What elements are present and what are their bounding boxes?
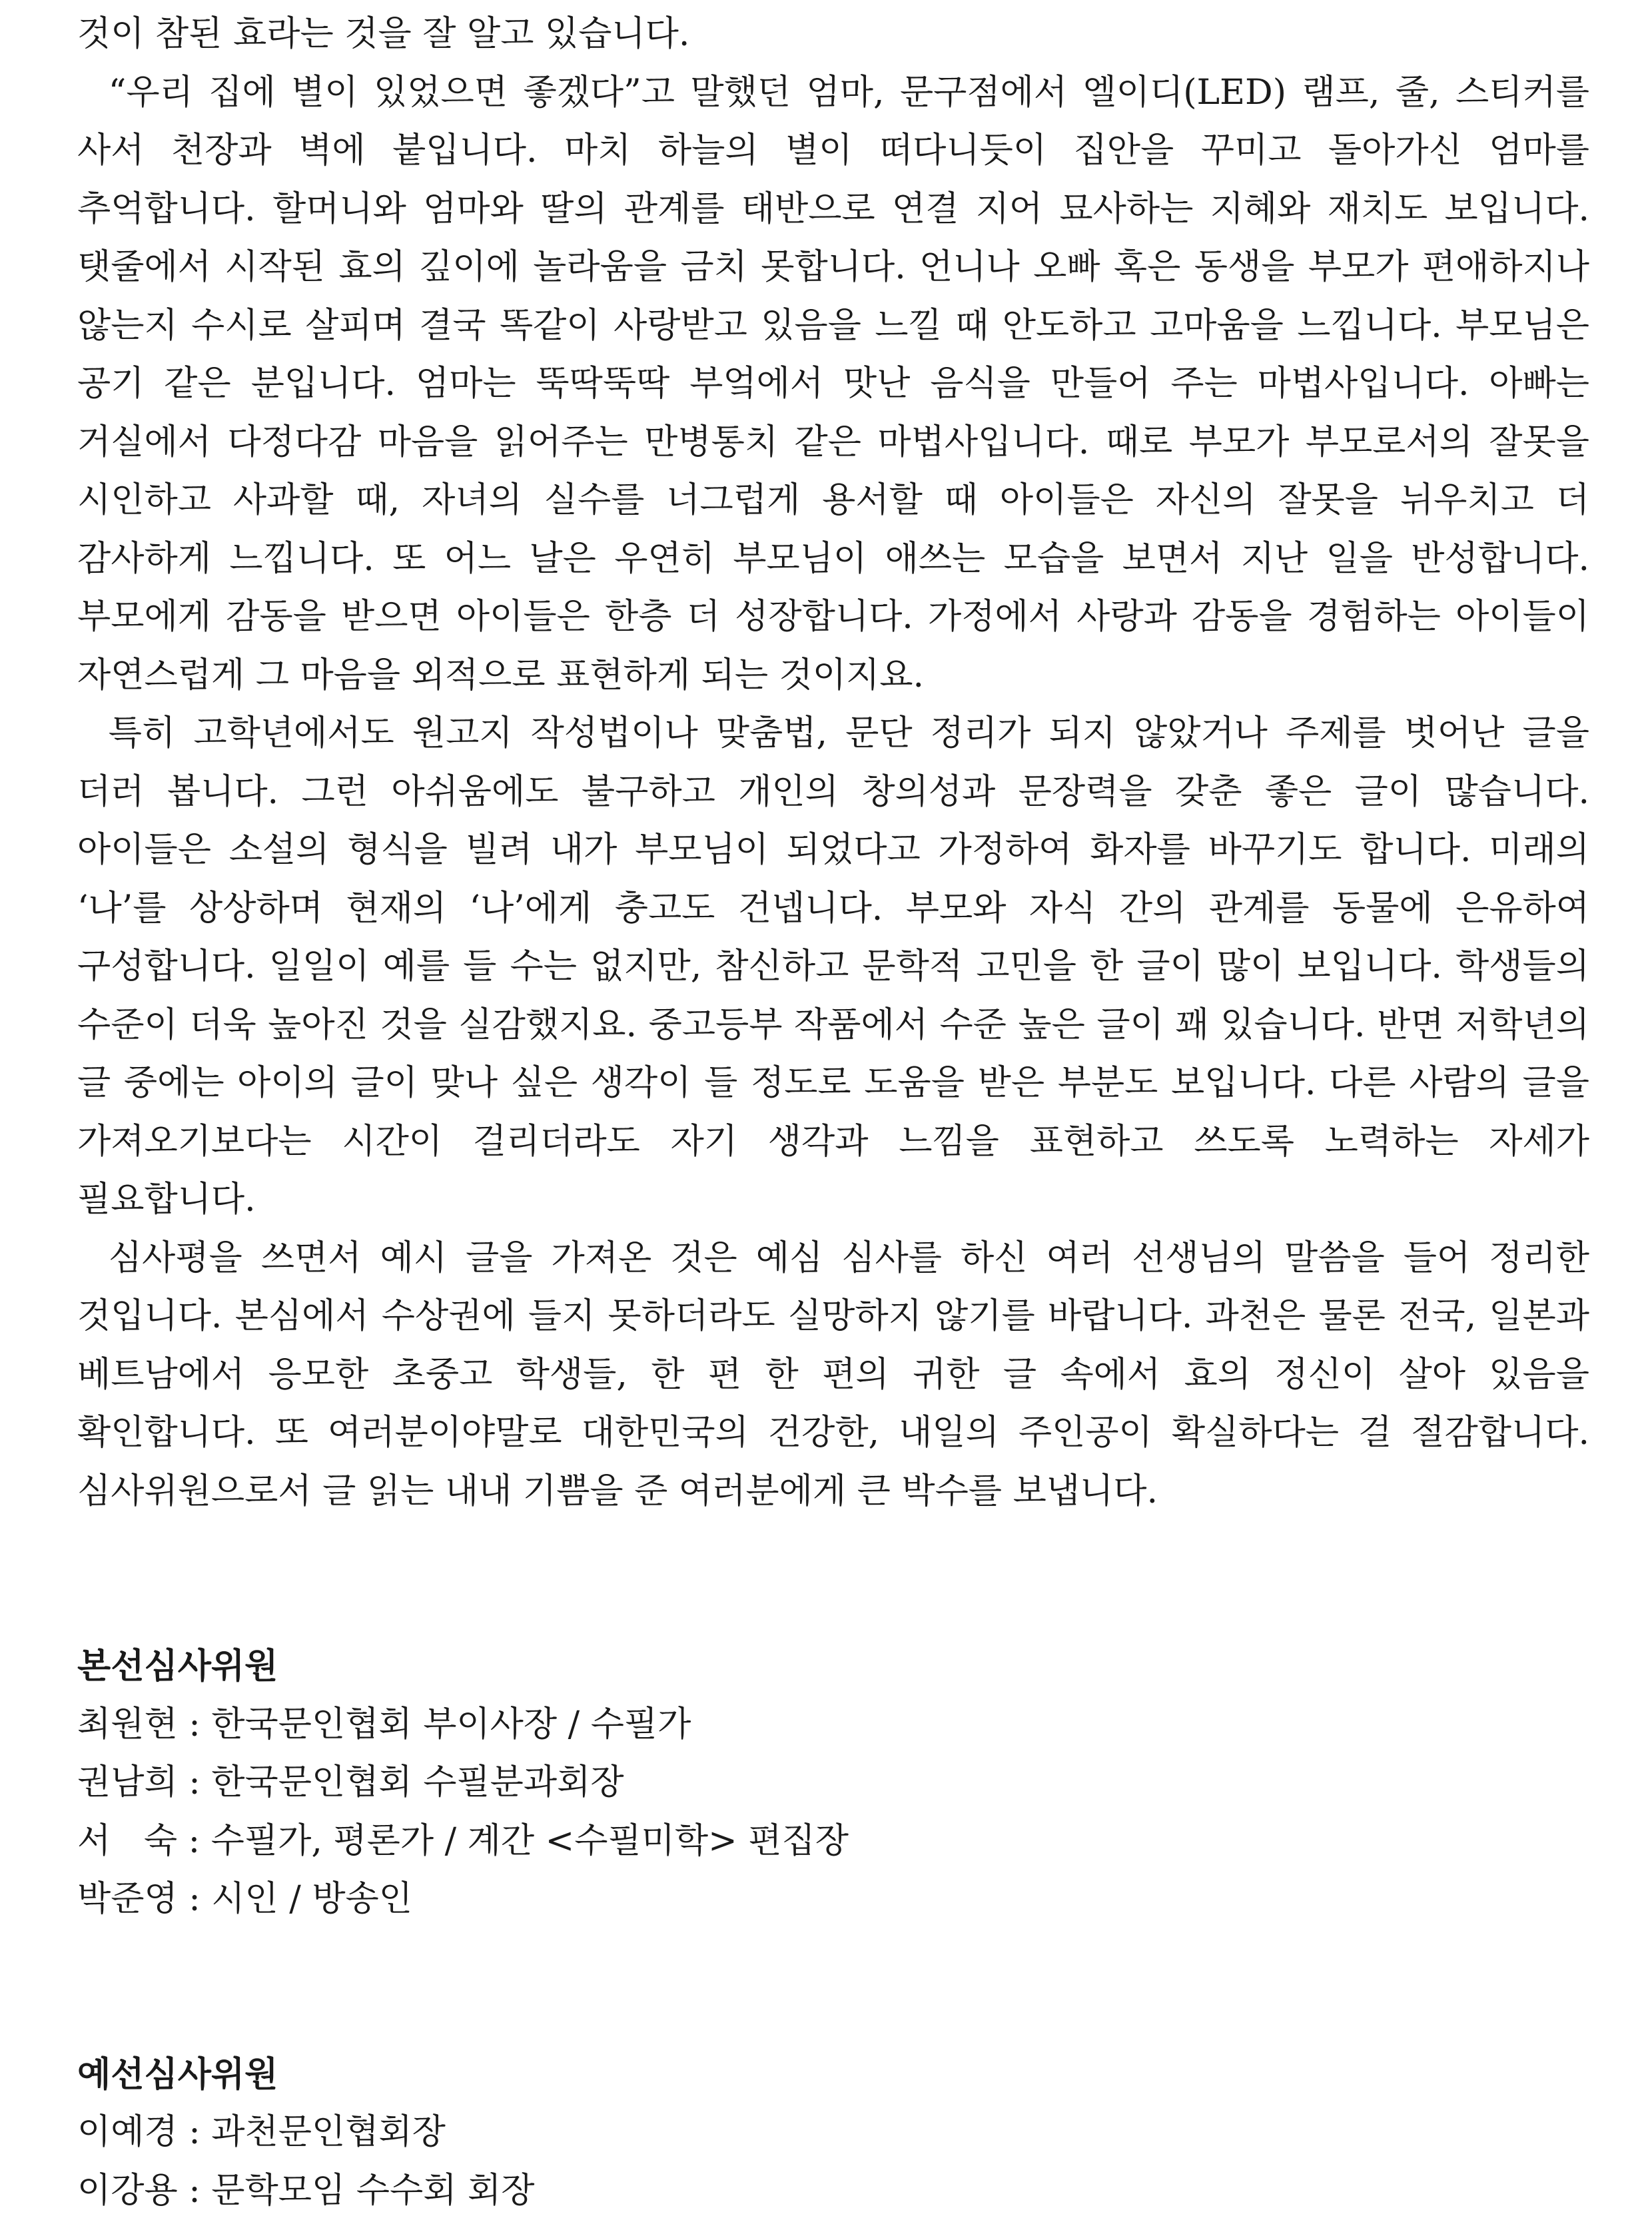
section-spacer — [77, 1521, 1589, 1637]
final-judge-4: 박준영 : 시인 / 방송인 — [77, 1870, 1589, 1929]
final-judge-1: 최원현 : 한국문인협회 부이사장 / 수필가 — [77, 1696, 1589, 1754]
paragraph-4: 심사평을 쓰면서 예시 글을 가져온 것은 예심 심사를 하신 여러 선생님의 말씀을 들어 정리한 것입니다. 본심에서 수상권에 들지 못하더라도 실망하지 않기를 바랍니다. 과천은 물론 전국, 일본과 베트남에서 응모한 초중고 학생들, 한 편 한 편의 귀한 글 속에서 효의 정신이 살아 있음을 확인합니다. 또 여러분이야말로 대한민국의 건강한, 내일의 주인공이 확실하다는 걸 절감합니다. 심사위원으로서 글 읽는 내내 기쁨을 준 여러분에게 큰 박수를 보냅니다. — [77, 1230, 1589, 1521]
preliminary-judges-section — [77, 2045, 1589, 2220]
preliminary-judges-title: 예선심사위원 — [77, 2045, 1589, 2104]
section-spacer — [77, 1929, 1589, 2045]
paragraph-2: “우리 집에 별이 있었으면 좋겠다”고 말했던 엄마, 문구점에서 엘이디(LED) 램프, 줄, 스티커를 사서 천장과 벽에 붙입니다. 마치 하늘의 별이 떠다니듯이 집안을 꾸미고 돌아가신 엄마를 추억합니다. 할머니와 엄마와 딸의 관계를 태반으로 연결 지어 묘사하는 지혜와 재치도 보입니다. 탯줄에서 시작된 효의 깊이에 놀라움을 금치 못합니다. 언니나 오빠 혹은 동생을 부모가 편애하지나 않는지 수시로 살피며 결국 똑같이 사랑받고 있음을 느낄 때 안도하고 고마움을 느낍니다. 부모님은 공기 같은 분입니다. 엄마는 뚝딱뚝딱 부엌에서 맛난 음식을 만들어 주는 마법사입니다. 아빠는 거실에서 다정다감 마음을 읽어주는 만병통치 같은 마법사입니다. 때로 부모가 부모로서의 잘못을 시인하고 사과할 때, 자녀의 실수를 너그럽게 용서할 때 아이들은 자신의 잘못을 뉘우치고 더 감사하게 느낍니다. 또 어느 날은 우연히 부모님이 애쓰는 모습을 보면서 지난 일을 반성합니다. 부모에게 감동을 받으면 아이들은 한층 더 성장합니다. 가정에서 사랑과 감동을 경험하는 아이들이 자연스럽게 그 마음을 외적으로 표현하게 되는 것이지요. — [77, 64, 1589, 705]
paragraph-1: 것이 참된 효라는 것을 잘 알고 있습니다. — [77, 5, 1589, 64]
final-judges-title: 본선심사위원 — [77, 1637, 1589, 1696]
paragraph-3: 특히 고학년에서도 원고지 작성법이나 맞춤법, 문단 정리가 되지 않았거나 주제를 벗어난 글을 더러 봅니다. 그런 아쉬움에도 불구하고 개인의 창의성과 문장력을 갖춘 좋은 글이 많습니다. 아이들은 소설의 형식을 빌려 내가 부모님이 되었다고 가정하여 화자를 바꾸기도 합니다. 미래의 ‘나’를 상상하며 현재의 ‘나’에게 충고도 건넵니다. 부모와 자식 간의 관계를 동물에 은유하여 구성합니다. 일일이 예를 들 수는 없지만, 참신하고 문학적 고민을 한 글이 많이 보입니다. 학생들의 수준이 더욱 높아진 것을 실감했지요. 중고등부 작품에서 수준 높은 글이 꽤 있습니다. 반면 저학년의 글 중에는 아이의 글이 맞나 싶은 생각이 들 정도로 도움을 받은 부분도 보입니다. 다른 사람의 글을 가져오기보다는 시간이 걸리더라도 자기 생각과 느낌을 표현하고 쓰도록 노력하는 자세가 필요합니다. — [77, 705, 1589, 1230]
preliminary-judge-2: 이강용 : 문학모임 수수회 회장 — [77, 2162, 1589, 2220]
final-judge-2: 권남희 : 한국문인협회 수필분과회장 — [77, 1754, 1589, 1812]
preliminary-judge-1: 이예경 : 과천문인협회장 — [77, 2103, 1589, 2162]
final-judge-3: 서 숙 : 수필가, 평론가 / 계간 <수필미학> 편집장 — [77, 1812, 1589, 1871]
final-judges-section — [77, 1637, 1589, 1929]
document-page — [77, 5, 1589, 2220]
